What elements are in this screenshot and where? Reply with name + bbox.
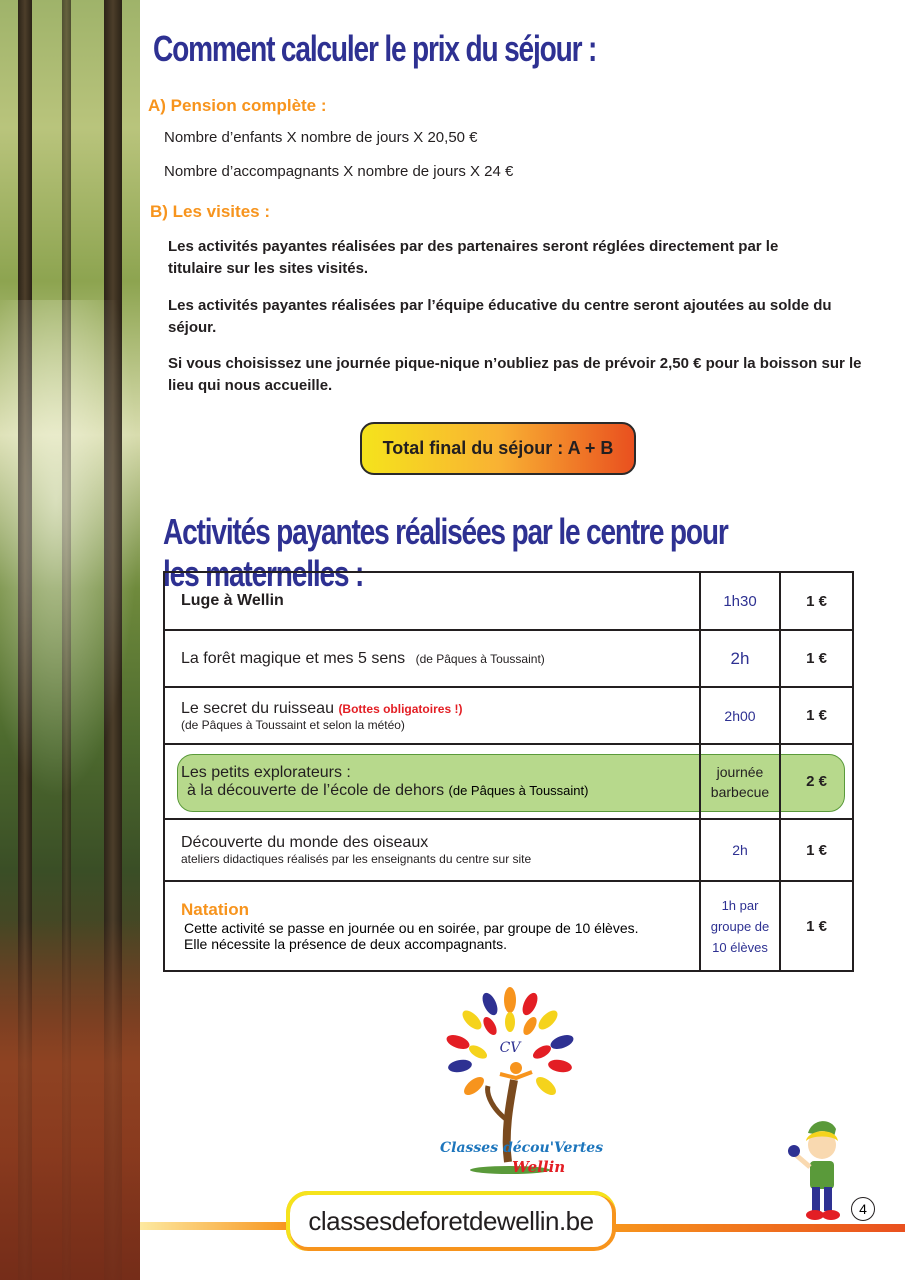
activity-name-2: à la découverte de l’école de dehors xyxy=(187,781,445,799)
activity-note: (de Pâques à Toussaint) xyxy=(415,651,545,666)
activity-name: Le secret du ruisseau xyxy=(181,699,334,717)
activity-price: 1 € xyxy=(780,687,853,744)
activity-name: La forêt magique et mes 5 sens xyxy=(181,649,406,667)
page-title: Comment calculer le prix du séjour : xyxy=(153,28,597,69)
activity-name: Natation xyxy=(181,900,249,919)
activity-name: Les petits explorateurs : xyxy=(181,763,351,781)
table-row xyxy=(164,630,853,687)
activity-name: Luge à Wellin xyxy=(181,592,284,609)
activity-note: ateliers didactiques réalisés par les enseignants du centre sur site xyxy=(181,852,532,866)
activity-duration: 2h00 xyxy=(700,687,780,744)
footer-bar-right xyxy=(615,1224,905,1232)
activity-duration-line-2: groupe de xyxy=(710,918,770,934)
logo-text-line-1: Classes décou'Vertes xyxy=(440,1140,604,1156)
activity-duration: 2h xyxy=(700,630,780,687)
mascot-icon xyxy=(782,1115,862,1225)
forest-photo-strip xyxy=(0,0,140,1280)
activity-warning: (Bottes obligatoires !) xyxy=(338,701,463,716)
table-row xyxy=(164,881,853,971)
activity-duration-line-2: barbecue xyxy=(710,783,770,800)
total-badge: Total final du séjour : A + B xyxy=(360,422,636,475)
section-a-heading: A) Pension complète : xyxy=(148,96,327,115)
section-b-para-2: Les activités payantes réalisées par l’équipe éducative du centre seront ajoutées au solde du séjour. xyxy=(168,297,832,336)
section-a-line-2: Nombre d’accompagnants X nombre de jours X 24 € xyxy=(164,163,514,180)
activity-price: 2 € xyxy=(806,773,827,790)
activity-desc-2: Elle nécessite la présence de deux accompagnants. xyxy=(184,936,507,952)
activity-price: 1 € xyxy=(780,881,853,971)
section-b-para-3: Si vous choisissez une journée pique-nique n’oubliez pas de prévoir 2,50 € pour la boisson sur le lieu qui nous accueille. xyxy=(168,355,862,394)
activity-price: 1 € xyxy=(780,630,853,687)
activity-duration: 2h xyxy=(700,819,780,881)
website-link[interactable]: classesdeforetdewellin.be xyxy=(286,1191,616,1251)
footer-bar-left xyxy=(140,1222,290,1230)
activity-note: (de Pâques à Toussaint) xyxy=(448,782,589,798)
section-b-heading: B) Les visites : xyxy=(150,202,270,221)
activity-price: 1 € xyxy=(780,819,853,881)
activities-title: Activités payantes réalisées par le centre pour les maternelles : xyxy=(163,511,728,594)
table-row xyxy=(164,819,853,881)
table-row xyxy=(164,572,853,630)
logo-text-line-2: Wellin xyxy=(512,1158,566,1176)
section-b-para-1: Les activités payantes réalisées par des partenaires seront réglées directement par le titulaire sur les sites visités. xyxy=(168,238,779,277)
table-row xyxy=(164,687,853,744)
activity-note: (de Pâques à Toussaint et selon la météo) xyxy=(181,717,405,732)
activity-price: 1 € xyxy=(780,572,853,630)
table-row xyxy=(164,744,853,819)
activity-name: Découverte du monde des oiseaux xyxy=(181,834,429,851)
activity-duration-line-1: journée xyxy=(716,763,764,780)
activity-desc-1: Cette activité se passe en journée ou en soirée, par groupe de 10 élèves. xyxy=(184,920,639,936)
activities-table xyxy=(163,571,854,972)
page-number: 4 xyxy=(851,1197,875,1221)
logo-monogram: CV xyxy=(499,1040,521,1056)
activity-duration-line-1: 1h par xyxy=(721,897,759,913)
activity-duration: 1h30 xyxy=(700,572,780,630)
section-a-line-1: Nombre d’enfants X nombre de jours X 20,50 € xyxy=(164,129,478,146)
activity-duration-line-3: 10 élèves xyxy=(712,939,768,955)
